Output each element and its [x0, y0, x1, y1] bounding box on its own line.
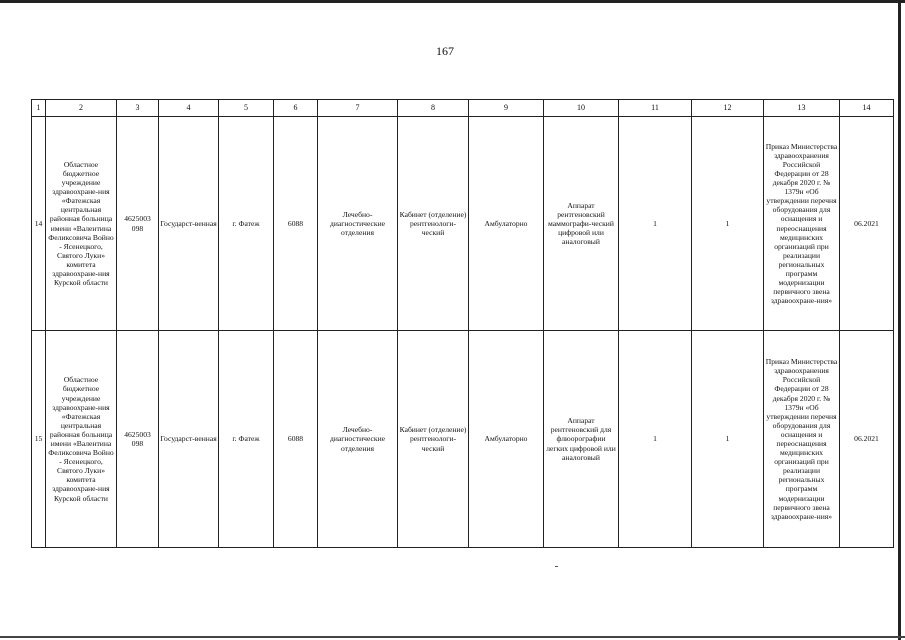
code-cell: 4625003 098: [117, 331, 159, 548]
city-cell: г. Фатеж: [219, 331, 274, 548]
department-cell: Лечебно-диагностические отделения: [318, 117, 398, 331]
equipment-table: [31, 99, 894, 548]
header-cell: 13: [764, 100, 840, 117]
order-cell: Приказ Министерства здравоохранения Российской Федерации от 28 декабря 2020 г. № 1379н «Об утверждении перечня оборудования для оснащения и переоснащения медицинских организаций при реализации региональных программ модернизации первичного звена здравоохране-ния»: [764, 331, 840, 548]
header-cell: 7: [318, 100, 398, 117]
header-cell: 4: [159, 100, 219, 117]
organization-cell: Областное бюджетное учреждение здравоохране-ния «Фатежская центральная районная больница имени «Валентина Феликсовича Войно - Ясенецкого, Святого Луки» комитета здравоохране-ния Курской области: [46, 117, 117, 331]
ownership-cell: Государст-венная: [159, 331, 219, 548]
scan-top-edge: [0, 0, 905, 3]
scan-speck: [555, 566, 558, 567]
row-number-cell: 14: [32, 117, 46, 331]
table-header-row: [32, 100, 894, 117]
header-cell: 5: [219, 100, 274, 117]
care-type-cell: Амбулаторно: [469, 117, 544, 331]
scan-right-edge: [898, 0, 901, 640]
cabinet-cell: Кабинет (отделение) рентгенологи-ческий: [398, 117, 469, 331]
cabinet-cell: Кабинет (отделение) рентгенологи-ческий: [398, 331, 469, 548]
table-row: [32, 331, 894, 548]
header-cell: 9: [469, 100, 544, 117]
header-cell: 10: [544, 100, 619, 117]
quantity-cell: 1: [692, 331, 764, 548]
header-cell: 1: [32, 100, 46, 117]
header-cell: 14: [840, 100, 894, 117]
header-cell: 8: [398, 100, 469, 117]
equipment-cell: Аппарат рентгеновский маммографи-ческий цифровой или аналоговый: [544, 117, 619, 331]
header-cell: 3: [117, 100, 159, 117]
header-cell: 12: [692, 100, 764, 117]
table-row: [32, 117, 894, 331]
scan-bottom-edge: [0, 636, 905, 638]
row-number-cell: 15: [32, 331, 46, 548]
ownership-cell: Государст-венная: [159, 117, 219, 331]
date-cell: 06.2021: [840, 117, 894, 331]
header-cell: 11: [619, 100, 692, 117]
department-cell: Лечебно-диагностические отделения: [318, 331, 398, 548]
quantity-cell: 1: [619, 117, 692, 331]
date-cell: 06.2021: [840, 331, 894, 548]
code-cell: 4625003 098: [117, 117, 159, 331]
page-number: 167: [436, 44, 454, 58]
city-cell: г. Фатеж: [219, 117, 274, 331]
header-cell: 6: [274, 100, 318, 117]
code2-cell: 6088: [274, 331, 318, 548]
quantity-cell: 1: [619, 331, 692, 548]
quantity-cell: 1: [692, 117, 764, 331]
care-type-cell: Амбулаторно: [469, 331, 544, 548]
order-cell: Приказ Министерства здравоохранения Российской Федерации от 28 декабря 2020 г. № 1379н «Об утверждении перечня оборудования для оснащения и переоснащения медицинских организаций при реализации региональных программ модернизации первичного звена здравоохране-ния»: [764, 117, 840, 331]
equipment-cell: Аппарат рентгеновский для флюорографии легких цифровой или аналоговый: [544, 331, 619, 548]
organization-cell: Областное бюджетное учреждение здравоохране-ния «Фатежская центральная районная больница имени «Валентина Феликсовича Войно - Ясенецкого, Святого Луки» комитета здравоохране-ния Курской области: [46, 331, 117, 548]
code2-cell: 6088: [274, 117, 318, 331]
header-cell: 2: [46, 100, 117, 117]
